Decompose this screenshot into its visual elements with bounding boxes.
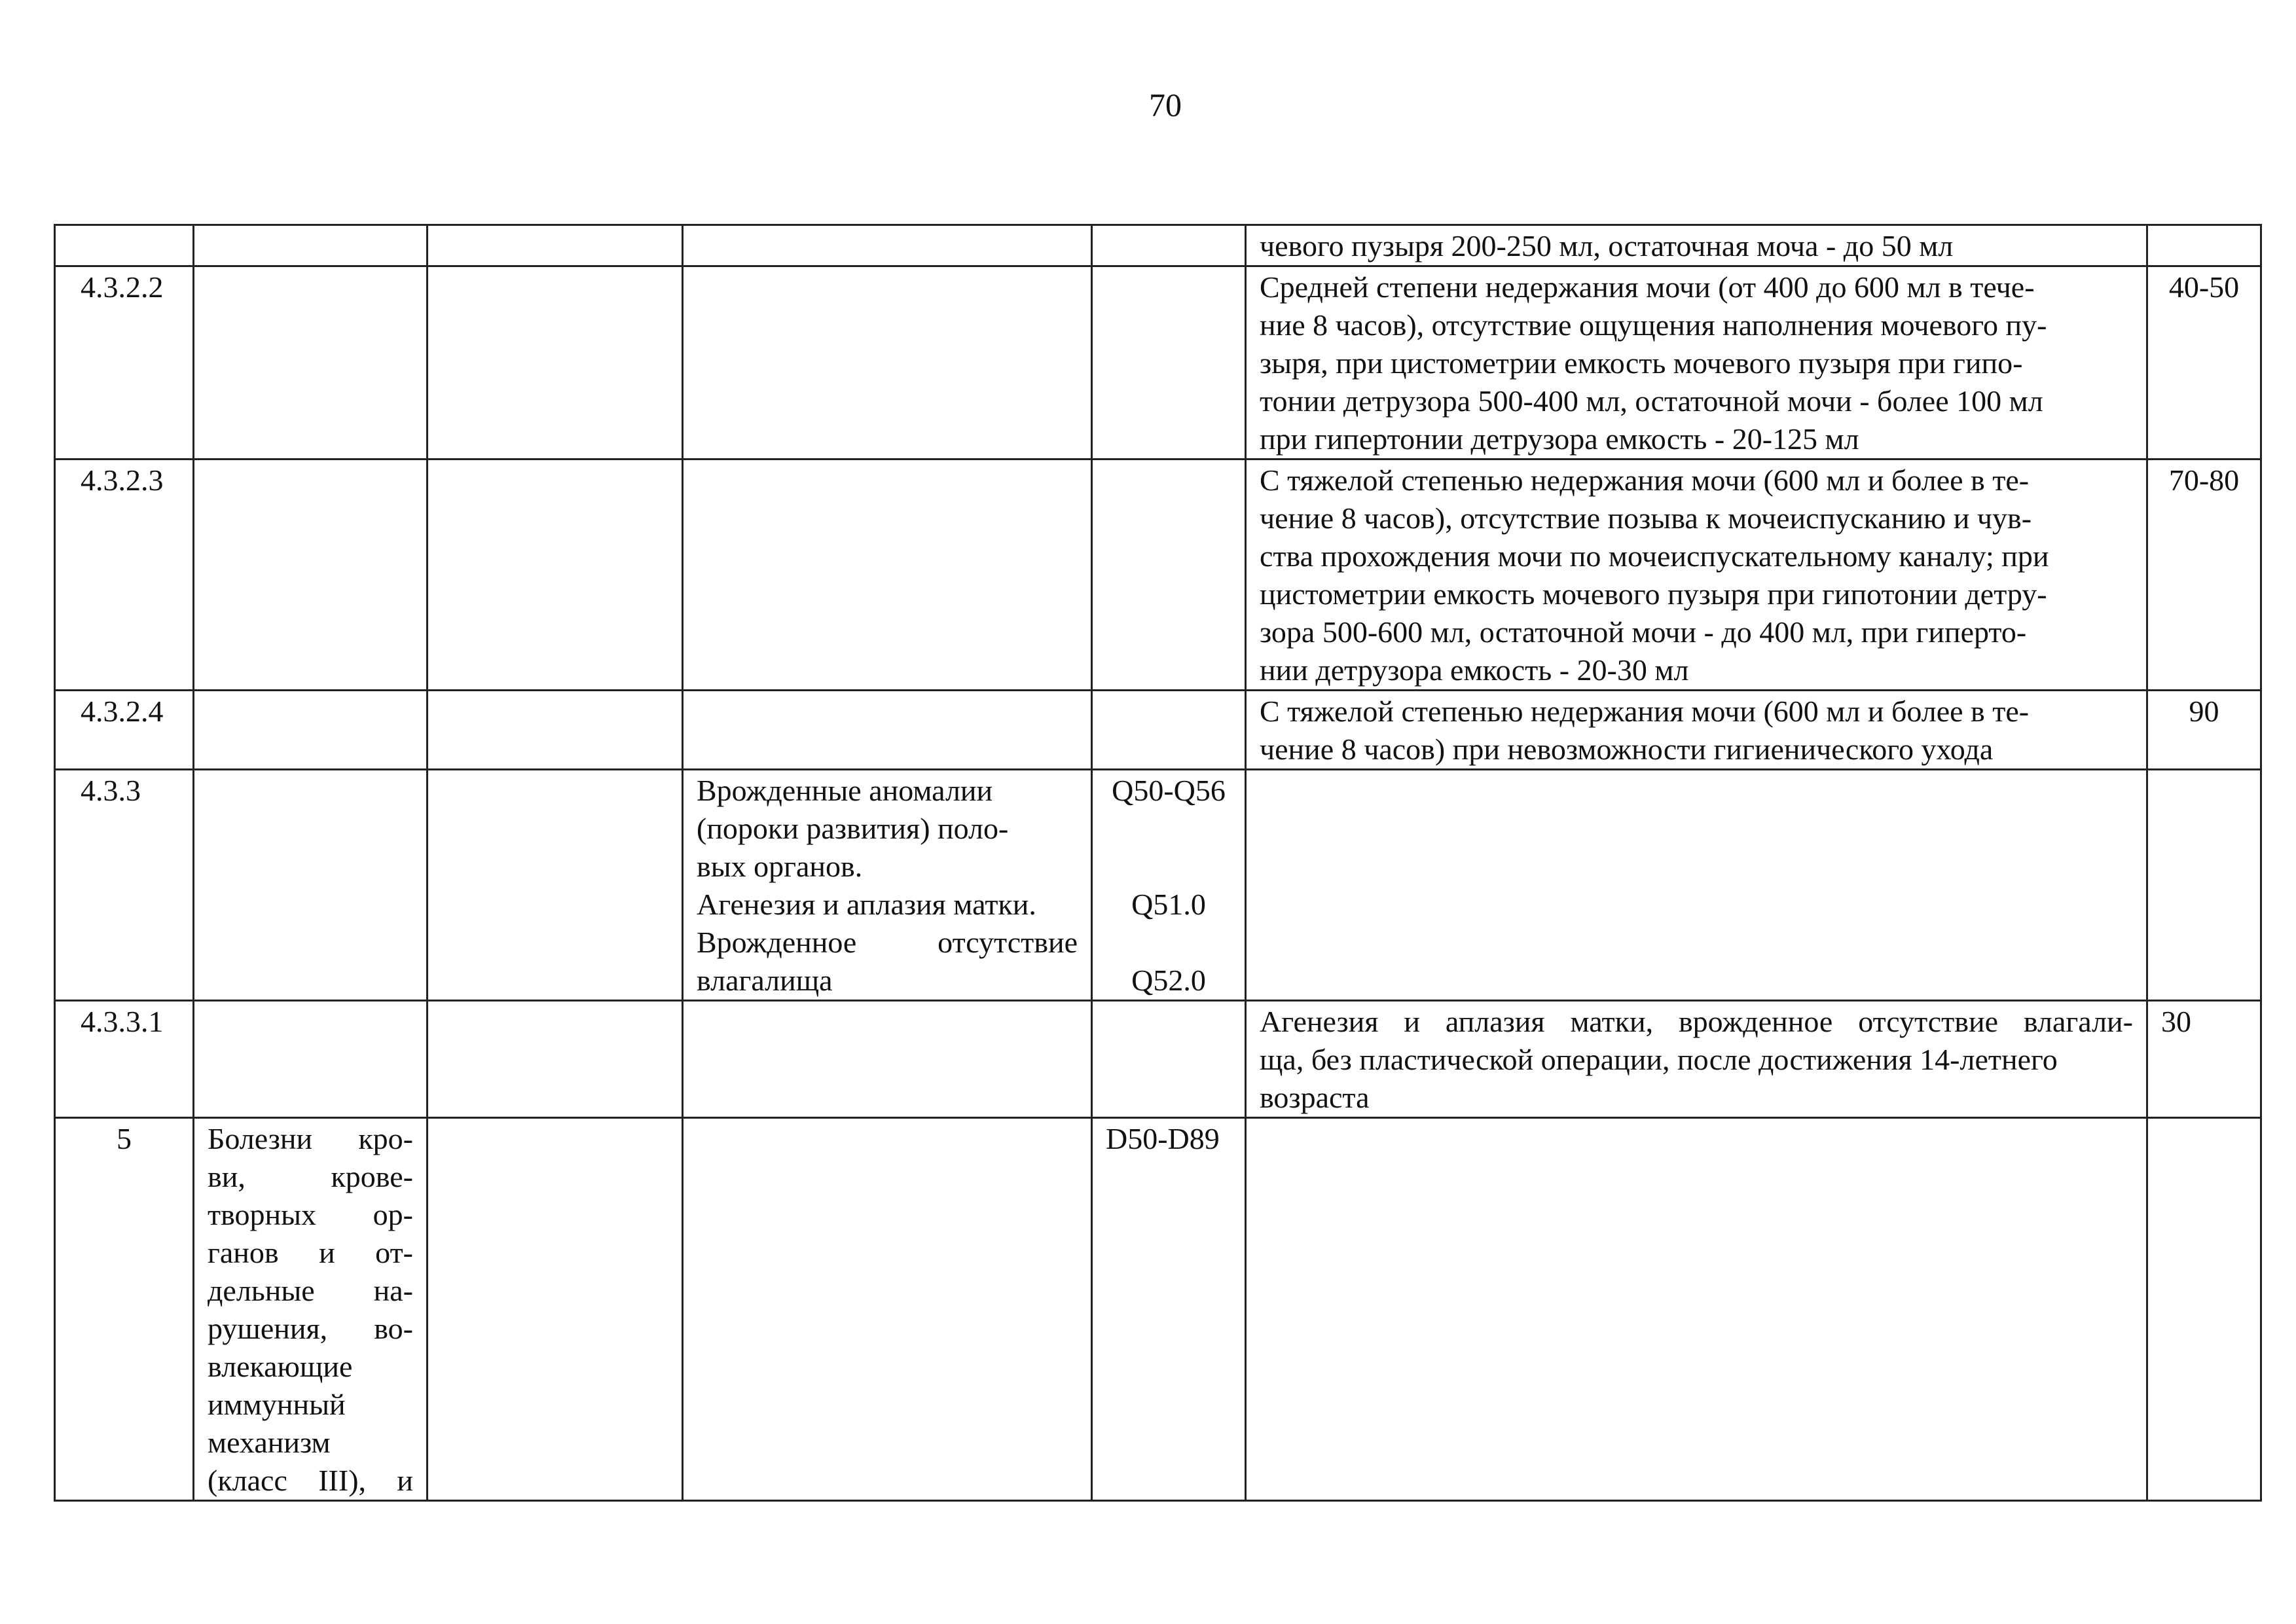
block-cell bbox=[428, 460, 683, 691]
disease-cell bbox=[683, 1001, 1092, 1118]
block-cell bbox=[428, 770, 683, 1001]
disease-line: Врожденные аномалии bbox=[697, 774, 993, 807]
block-cell bbox=[428, 1118, 683, 1501]
description-line: Агенезия и аплазия матки, врожденное отсутствие влагали- bbox=[1260, 1005, 2133, 1038]
description-line: возраста bbox=[1260, 1081, 1370, 1114]
percent-cell: 70-80 bbox=[2147, 460, 2261, 691]
description-line: нии детрузора емкость - 20-30 мл bbox=[1260, 653, 1689, 687]
class-cell bbox=[194, 1001, 428, 1118]
disease-cell bbox=[683, 1118, 1092, 1501]
table-row bbox=[55, 460, 2261, 691]
icd-code-cell bbox=[1092, 266, 1246, 460]
icd-code-cell bbox=[1092, 770, 1246, 1001]
table-row bbox=[55, 225, 2261, 266]
number-cell: 4.3.3 bbox=[55, 770, 194, 1001]
description-line: при гипертонии детрузора емкость - 20-125 мл bbox=[1260, 422, 1859, 456]
icd-code: Q50-Q56 bbox=[1112, 774, 1226, 807]
disease-line: Агенезия и аплазия матки. bbox=[697, 888, 1036, 921]
table-row bbox=[55, 691, 2261, 770]
table-row bbox=[55, 266, 2261, 460]
percent-cell bbox=[2147, 1118, 2261, 1501]
class-line: дельные на- bbox=[208, 1274, 413, 1307]
description-line: цистометрии емкость мочевого пузыря при гипотонии детру- bbox=[1260, 577, 2047, 611]
description-line: чение 8 часов) при невозможности гигиенического ухода bbox=[1260, 732, 1994, 766]
icd-code: Q51.0 bbox=[1131, 888, 1206, 921]
icd-code-cell bbox=[1092, 460, 1246, 691]
icd-code-spacer bbox=[1106, 848, 1231, 886]
class-line: влекающие bbox=[208, 1350, 353, 1383]
icd-code-cell bbox=[1092, 1001, 1246, 1118]
disability-criteria-table bbox=[54, 224, 2262, 1502]
class-line: ганов и от- bbox=[208, 1236, 413, 1269]
disease-cell bbox=[683, 225, 1092, 266]
description-cell bbox=[1246, 1118, 2147, 1501]
description-line: ща, без пластической операции, после достижения 14-летнего bbox=[1260, 1043, 2058, 1076]
table-row bbox=[55, 1001, 2261, 1118]
disease-cell bbox=[683, 266, 1092, 460]
description-line: тонии детрузора 500-400 мл, остаточной мочи - более 100 мл bbox=[1260, 384, 2043, 418]
number-cell: 4.3.3.1 bbox=[55, 1001, 194, 1118]
icd-code: Q52.0 bbox=[1131, 964, 1206, 997]
description-line: зыря, при цистометрии емкость мочевого пузыря при гипо- bbox=[1260, 346, 2023, 380]
number-cell: 4.3.2.2 bbox=[55, 266, 194, 460]
percent-cell bbox=[2147, 225, 2261, 266]
description-cell bbox=[1246, 691, 2147, 770]
description-cell bbox=[1246, 460, 2147, 691]
block-cell bbox=[428, 1001, 683, 1118]
disease-cell bbox=[683, 460, 1092, 691]
description-line: Средней степени недержания мочи (от 400 до 600 мл в тече- bbox=[1260, 270, 2035, 304]
description-line: ства прохождения мочи по мочеиспускательному каналу; при bbox=[1260, 539, 2049, 573]
page-number: 70 bbox=[1149, 86, 1182, 123]
percent-cell: 30 bbox=[2147, 1001, 2261, 1118]
percent-cell: 90 bbox=[2147, 691, 2261, 770]
class-cell bbox=[194, 225, 428, 266]
disease-line: (пороки развития) поло- bbox=[697, 812, 1009, 845]
class-cell bbox=[194, 460, 428, 691]
icd-code-spacer bbox=[1106, 810, 1231, 848]
block-cell bbox=[428, 691, 683, 770]
disease-line: Врожденное отсутствие bbox=[697, 926, 1078, 959]
class-line: иммунный bbox=[208, 1388, 346, 1421]
disease-cell bbox=[683, 691, 1092, 770]
disease-line: влагалища bbox=[697, 964, 833, 997]
class-line: рушения, во- bbox=[208, 1312, 413, 1345]
number-cell bbox=[55, 225, 194, 266]
description-text: чевого пузыря 200-250 мл, остаточная моча - до 50 мл bbox=[1260, 229, 1954, 262]
description-line: С тяжелой степенью недержания мочи (600 мл и более в те- bbox=[1260, 463, 2030, 497]
block-cell bbox=[428, 225, 683, 266]
icd-code-spacer bbox=[1106, 924, 1231, 962]
class-line: механизм bbox=[208, 1426, 331, 1459]
disease-line: вых органов. bbox=[697, 850, 863, 883]
description-cell bbox=[1246, 770, 2147, 1001]
disease-cell bbox=[683, 770, 1092, 1001]
class-cell bbox=[194, 266, 428, 460]
percent-cell bbox=[2147, 770, 2261, 1001]
class-line: Болезни кро- bbox=[208, 1122, 413, 1155]
number-cell: 4.3.2.4 bbox=[55, 691, 194, 770]
class-cell bbox=[194, 691, 428, 770]
description-line: ние 8 часов), отсутствие ощущения наполнения мочевого пу- bbox=[1260, 308, 2047, 342]
number-cell: 5 bbox=[55, 1118, 194, 1501]
class-line: (класс III), и bbox=[208, 1464, 413, 1497]
description-line: чение 8 часов), отсутствие позыва к мочеиспусканию и чув- bbox=[1260, 501, 2032, 535]
icd-code-cell bbox=[1092, 225, 1246, 266]
description-cell bbox=[1246, 266, 2147, 460]
number-cell: 4.3.2.3 bbox=[55, 460, 194, 691]
table-row bbox=[55, 770, 2261, 1001]
class-line: творных ор- bbox=[208, 1198, 413, 1231]
class-line: ви, крове- bbox=[208, 1160, 413, 1193]
description-line: зора 500-600 мл, остаточной мочи - до 400 мл, при гиперто- bbox=[1260, 615, 2027, 649]
class-cell bbox=[194, 770, 428, 1001]
description-cell bbox=[1246, 1001, 2147, 1118]
icd-code-cell bbox=[1092, 691, 1246, 770]
icd-code-cell: D50-D89 bbox=[1092, 1118, 1246, 1501]
block-cell bbox=[428, 266, 683, 460]
table-row bbox=[55, 1118, 2261, 1501]
class-cell bbox=[194, 1118, 428, 1501]
description-cell bbox=[1246, 225, 2147, 266]
percent-cell: 40-50 bbox=[2147, 266, 2261, 460]
description-line: С тяжелой степенью недержания мочи (600 мл и более в те- bbox=[1260, 695, 2030, 728]
